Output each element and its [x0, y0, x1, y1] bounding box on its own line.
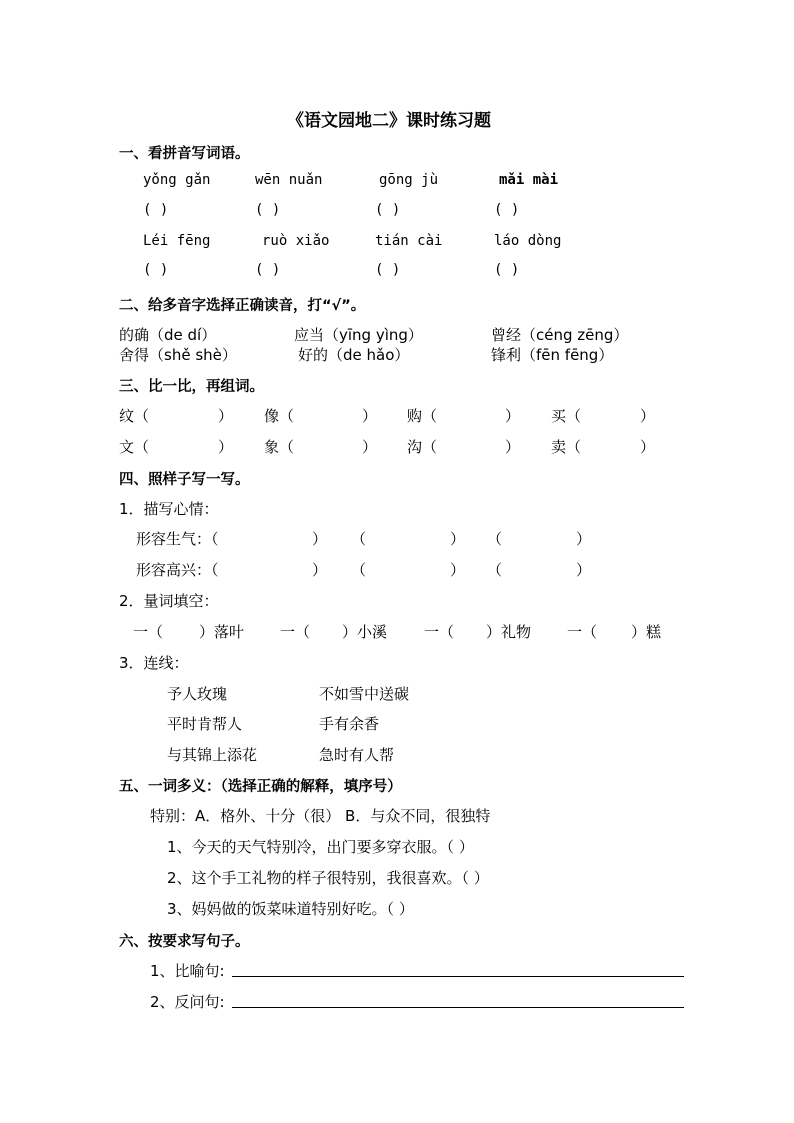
measure-open: 一（	[280, 623, 311, 641]
match-right[interactable]: 急时有人帮	[319, 746, 395, 764]
paren-open: （	[487, 530, 503, 548]
emotion-label: 形容高兴：（	[136, 561, 219, 579]
match-right[interactable]: 不如雪中送碳	[319, 685, 410, 703]
match-left[interactable]: 平时肯帮人	[167, 715, 243, 733]
paren-close: ）	[640, 407, 656, 425]
measure-open: 一（	[424, 623, 455, 641]
match-right[interactable]: 手有余香	[319, 715, 380, 733]
paren-open: （	[351, 530, 367, 548]
writing-line[interactable]	[232, 1007, 684, 1008]
paren-close: ）	[312, 561, 328, 579]
sentence-label: 2、反问句:	[150, 993, 225, 1011]
pinyin-item: wēn nuǎn	[255, 172, 323, 188]
answer-blank[interactable]: ( )	[375, 262, 401, 278]
polyphone-item[interactable]: 好的（de hǎo）	[298, 346, 410, 364]
paren-open: （	[351, 561, 367, 579]
paren-close: ）	[362, 438, 378, 456]
answer-blank[interactable]: ( )	[143, 262, 169, 278]
pinyin-item: gōng jù	[379, 172, 439, 188]
answer-blank[interactable]: ( )	[494, 262, 520, 278]
measure-open: 一（	[133, 623, 164, 641]
question-label: 3．连线：	[119, 654, 189, 672]
meaning-question[interactable]: 1、今天的天气特别冷，出门要多穿衣服。（ ）	[167, 838, 474, 856]
question-label: 1．描写心情：	[119, 500, 219, 518]
question-label: 2．量词填空：	[119, 592, 219, 610]
measure-open: 一（	[567, 623, 598, 641]
compare-char: 像（	[264, 407, 295, 425]
pinyin-item: ruò xiǎo	[262, 233, 330, 249]
paren-close: ）	[640, 438, 656, 456]
polyphone-item[interactable]: 舍得（shě shè）	[119, 346, 237, 364]
paren-close: ）	[450, 561, 466, 579]
compare-char: 购（	[407, 407, 438, 425]
paren-close: ）	[576, 561, 592, 579]
section-3-heading: 三、比一比，再组词。	[119, 379, 264, 395]
paren-close: ）	[576, 530, 592, 548]
pinyin-item: yǒng gǎn	[143, 172, 211, 188]
compare-char: 卖（	[551, 438, 582, 456]
sentence-label: 1、比喻句:	[150, 962, 225, 980]
paren-close: ）	[450, 530, 466, 548]
paren-close: ）	[312, 530, 328, 548]
section-4-heading: 四、照样子写一写。	[119, 472, 250, 488]
section-6-heading: 六、按要求写句子。	[119, 934, 250, 950]
pinyin-item: láo dòng	[494, 233, 562, 249]
section-5-heading: 五、一词多义：（选择正确的解释，填序号）	[119, 779, 402, 795]
measure-noun: ）礼物	[486, 623, 532, 641]
paren-close: ）	[218, 438, 234, 456]
pinyin-item: mǎi mài	[499, 172, 559, 188]
measure-noun: ）糕	[631, 623, 662, 641]
paren-close: ）	[218, 407, 234, 425]
paren-close: ）	[505, 438, 521, 456]
compare-char: 象（	[264, 438, 295, 456]
paren-close: ）	[505, 407, 521, 425]
pinyin-item: tián cài	[375, 233, 443, 249]
compare-char: 沟（	[407, 438, 438, 456]
match-left[interactable]: 予人玫瑰	[167, 685, 228, 703]
emotion-label: 形容生气：（	[136, 530, 219, 548]
paren-open: （	[487, 561, 503, 579]
meaning-question[interactable]: 2、这个手工礼物的样子很特别，我很喜欢。（ ）	[167, 869, 489, 887]
meaning-question[interactable]: 3、妈妈做的饭菜味道特别好吃。（ ）	[167, 900, 414, 918]
answer-blank[interactable]: ( )	[375, 202, 401, 218]
measure-noun: ）落叶	[199, 623, 245, 641]
measure-noun: ）小溪	[342, 623, 388, 641]
definition-text: 特别：A．格外、十分（很） B．与众不同，很独特	[150, 807, 491, 825]
polyphone-item[interactable]: 曾经（céng zēng）	[491, 326, 629, 344]
pinyin-item: Léi fēng	[143, 233, 211, 249]
polyphone-item[interactable]: 锋利（fēn fēng）	[491, 346, 614, 364]
paren-close: ）	[362, 407, 378, 425]
section-1-heading: 一、看拼音写词语。	[119, 146, 250, 162]
polyphone-item[interactable]: 应当（yīng yìng）	[294, 326, 423, 344]
polyphone-item[interactable]: 的确（de dí）	[119, 326, 217, 344]
match-left[interactable]: 与其锦上添花	[167, 746, 258, 764]
answer-blank[interactable]: ( )	[255, 262, 281, 278]
compare-char: 文（	[119, 438, 150, 456]
section-2-heading: 二、给多音字选择正确读音，打“√”。	[119, 298, 366, 314]
compare-char: 买（	[551, 407, 582, 425]
answer-blank[interactable]: ( )	[143, 202, 169, 218]
answer-blank[interactable]: ( )	[255, 202, 281, 218]
writing-line[interactable]	[232, 976, 684, 977]
page-title: 《语文园地二》课时练习题	[287, 111, 491, 131]
answer-blank[interactable]: ( )	[494, 202, 520, 218]
compare-char: 纹（	[119, 407, 150, 425]
